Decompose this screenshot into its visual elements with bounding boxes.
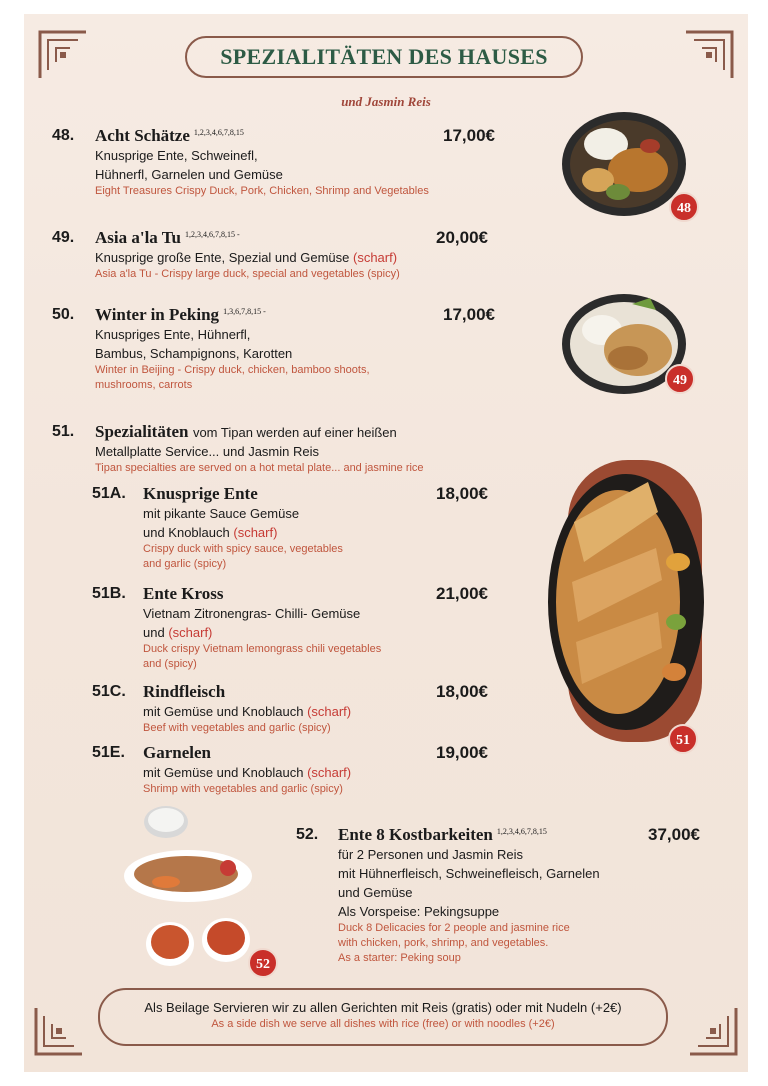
- item-description-de: mit pikante Sauce Gemüse: [143, 506, 300, 521]
- item-description-en: Tipan specialties are served on a hot metal plate... and jasmine rice: [95, 462, 424, 474]
- dish-51-photo: [538, 452, 708, 748]
- item-description-en: with chicken, pork, shrimp, and vegetables.: [338, 937, 549, 949]
- corner-ornament-icon: [36, 28, 90, 82]
- item-number: 50.: [52, 306, 75, 323]
- dish-52-photo: [116, 802, 284, 972]
- item-description-de: und Knoblauch: [143, 525, 230, 540]
- footer-note: [98, 988, 668, 1046]
- allergen-codes: 1,2,3,4,6,7,8,15: [496, 826, 547, 836]
- dish-number-badge: 48: [669, 192, 699, 222]
- item-description-en: Winter in Beijing - Crispy duck, chicken, bamboo shoots,: [95, 364, 370, 376]
- item-number: 51.: [52, 423, 75, 440]
- item-price: 18,00€: [436, 484, 488, 503]
- spicy-label: (scharf): [307, 765, 352, 780]
- spicy-label: (scharf): [168, 625, 213, 640]
- item-price: 20,00€: [436, 228, 488, 247]
- spicy-label: (scharf): [353, 250, 398, 265]
- item-description-en: mushrooms, carrots: [95, 379, 193, 391]
- item-price: 21,00€: [436, 584, 488, 603]
- item-description-de: Knusprige große Ente, Spezial und Gemüse: [95, 250, 350, 265]
- item-number: 48.: [52, 127, 75, 144]
- item-description-de: mit Gemüse und Knoblauch: [143, 704, 304, 719]
- item-description-de: für 2 Personen und Jasmin Reis: [338, 847, 523, 862]
- footer-text-de: Als Beilage Servieren wir zu allen Gerichten mit Reis (gratis) oder mit Nudeln (+2€): [144, 1000, 622, 1015]
- item-description-en: and garlic (spicy): [143, 558, 227, 570]
- item-name: Winter in Peking: [95, 305, 220, 324]
- item-description-de: und: [143, 625, 165, 640]
- item-name: Knusprige Ente: [143, 484, 258, 503]
- corner-ornament-icon: [32, 1004, 86, 1058]
- item-number: 51C.: [92, 683, 126, 700]
- dish-number-badge: 49: [665, 364, 695, 394]
- item-description-de: Metallplatte Service... und Jasmin Reis: [95, 444, 319, 459]
- dish-number-badge: 52: [248, 948, 278, 978]
- item-number: 51A.: [92, 485, 126, 502]
- item-description-de: mit Hühnerfleisch, Schweinefleisch, Garnelen: [338, 866, 600, 881]
- footer-text-en: As a side dish we serve all dishes with rice (free) or with noodles (+2€): [211, 1018, 555, 1030]
- spicy-label: (scharf): [307, 704, 352, 719]
- item-number: 51E.: [92, 744, 125, 761]
- corner-ornament-icon: [686, 1004, 740, 1058]
- item-description-en: Asia a'la Tu - Crispy large duck, special and vegetables (spicy): [95, 268, 400, 280]
- item-description-en: Duck crispy Vietnam lemongrass chili vegetables: [143, 643, 382, 655]
- item-description-en: Shrimp with vegetables and garlic (spicy): [143, 783, 343, 795]
- item-description-de: Vietnam Zitronengras- Chilli- Gemüse: [143, 606, 361, 621]
- item-name: Ente 8 Kostbarkeiten: [338, 825, 493, 844]
- item-name: Garnelen: [143, 743, 211, 762]
- item-description-de: Als Vorspeise: Pekingsuppe: [338, 904, 500, 919]
- item-description-de: Hühnerfl, Garnelen und Gemüse: [95, 167, 283, 182]
- page-title: SPEZIALITÄTEN DES HAUSES: [220, 44, 548, 69]
- item-description-de: vom Tipan werden auf einer heißen: [192, 425, 397, 440]
- item-number: 49.: [52, 229, 75, 246]
- allergen-codes: 1,2,3,4,6,7,8,15 -: [185, 229, 240, 239]
- item-number: 52.: [296, 826, 319, 843]
- item-description-en: Eight Treasures Crispy Duck, Pork, Chicken, Shrimp and Vegetables: [95, 185, 429, 197]
- item-number: 51B.: [92, 585, 126, 602]
- item-description-de: Bambus, Schampignons, Karotten: [95, 346, 293, 361]
- item-price: 17,00€: [443, 126, 495, 145]
- menu-page: [24, 14, 748, 1072]
- item-description-en: As a starter: Peking soup: [338, 952, 461, 964]
- page-subtitle: und Jasmin Reis: [341, 94, 431, 109]
- item-name: Rindfleisch: [143, 682, 226, 701]
- item-description-de: und Gemüse: [338, 885, 413, 900]
- allergen-codes: 1,3,6,7,8,15 -: [223, 306, 266, 316]
- item-name: Asia a'la Tu: [95, 228, 181, 247]
- item-price: 17,00€: [443, 305, 495, 324]
- spicy-label: (scharf): [233, 525, 278, 540]
- allergen-codes: 1,2,3,4,6,7,8,15: [193, 127, 244, 137]
- item-name: Spezialitäten: [95, 422, 189, 441]
- item-description-en: Beef with vegetables and garlic (spicy): [143, 722, 331, 734]
- item-price: 19,00€: [436, 743, 488, 762]
- dish-number-badge: 51: [668, 724, 698, 754]
- item-price: 37,00€: [648, 825, 700, 844]
- title-banner: [185, 36, 583, 78]
- item-name: Acht Schätze: [95, 126, 190, 145]
- item-description-en: and (spicy): [143, 658, 197, 670]
- item-description-en: Duck 8 Delicacies for 2 people and jasmine rice: [338, 922, 570, 934]
- item-description-en: Crispy duck with spicy sauce, vegetables: [143, 543, 343, 555]
- item-description-de: Knuspriges Ente, Hühnerfl,: [95, 327, 251, 342]
- item-description-de: mit Gemüse und Knoblauch: [143, 765, 304, 780]
- item-name: Ente Kross: [143, 584, 224, 603]
- item-price: 18,00€: [436, 682, 488, 701]
- item-description-de: Knusprige Ente, Schweinefl,: [95, 148, 258, 163]
- corner-ornament-icon: [682, 28, 736, 82]
